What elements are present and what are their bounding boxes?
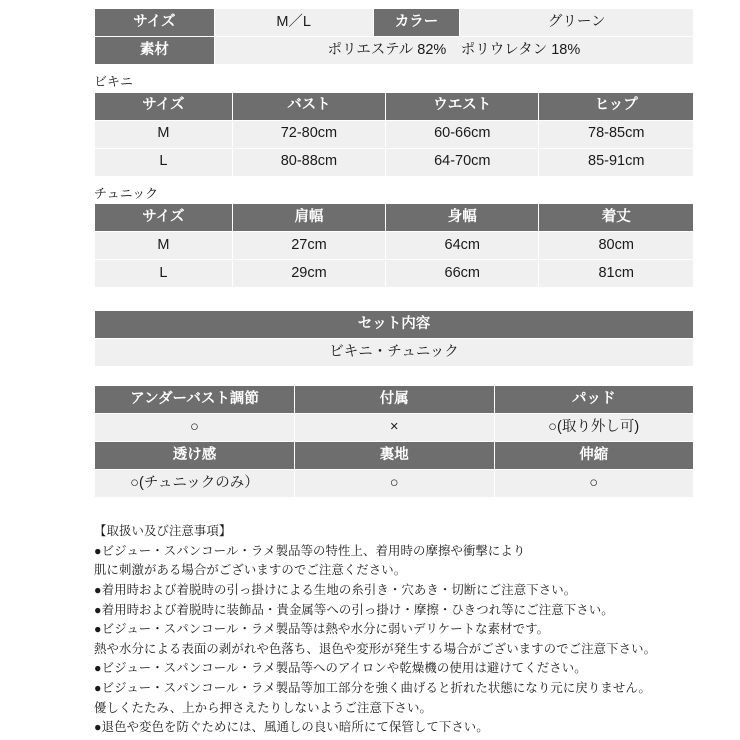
note-line: 肌に刺激がある場合がございますのでご注意ください。	[94, 563, 407, 578]
set-contents-value: ビキニ・チュニック	[95, 339, 694, 367]
table-row	[95, 148, 694, 176]
table-row	[95, 260, 694, 288]
note-line: 【取扱い及び注意事項】	[94, 524, 232, 539]
note-line: ●ビジュー・スパンコール・ラメ製品等の特性上、着用時の摩擦や衝撃により	[94, 543, 526, 558]
bikini-header-hip: ヒップ	[539, 92, 694, 120]
table-row	[95, 9, 694, 37]
table-row	[95, 37, 694, 65]
table-row	[95, 120, 694, 148]
tunic-size-table	[94, 203, 694, 288]
spec-table	[94, 8, 694, 65]
feature-header-underbust: アンダーバスト調節	[95, 386, 295, 414]
bikini-m-waist: 60-66cm	[386, 120, 539, 148]
bikini-header-waist: ウエスト	[386, 92, 539, 120]
care-notes	[94, 522, 694, 738]
note-line: ●着用時および着脱時の引っ掛けによる生地の糸引き・穴あき・切断にご注意下さい。	[94, 582, 577, 597]
feature-header-stretch: 伸縮	[494, 442, 693, 470]
tunic-header-width: 身幅	[386, 204, 539, 232]
bikini-size-table	[94, 92, 694, 177]
bikini-l-bust: 80-88cm	[232, 148, 385, 176]
tunic-m-shoulder: 27cm	[232, 232, 385, 260]
spec-color-header: カラー	[373, 9, 460, 37]
spec-size-header: サイズ	[95, 9, 215, 37]
table-row	[95, 386, 694, 414]
table-row	[95, 339, 694, 367]
feature-value-accessory: ×	[295, 414, 494, 442]
set-contents-header: セット内容	[95, 311, 694, 339]
note-line: 熱や水分による表面の剥がれや色落ち、退色や変形が発生する場合がございますのでご注意下さい。	[94, 641, 657, 656]
note-line: ●ビジュー・スパンコール・ラメ製品等加工部分を強く曲げると折れた状態になり元に戻りません。	[94, 680, 652, 695]
spec-material-value: ポリエステル 82% ポリウレタン 18%	[214, 37, 693, 65]
spec-color-value: グリーン	[460, 9, 694, 37]
tunic-l-length: 81cm	[539, 260, 694, 288]
bikini-m-hip: 78-85cm	[539, 120, 694, 148]
bikini-l-hip: 85-91cm	[539, 148, 694, 176]
table-row	[95, 470, 694, 498]
feature-value-sheerness: ○(チュニックのみ）	[95, 470, 295, 498]
tunic-header-shoulder: 肩幅	[232, 204, 385, 232]
tunic-header-size: サイズ	[95, 204, 233, 232]
feature-value-stretch: ○	[494, 470, 693, 498]
note-line: ●退色や変色を防ぐためには、風通しの良い暗所にて保管して下さい。	[94, 720, 489, 735]
note-line: ●ビジュー・スパンコール・ラメ製品等へのアイロンや乾燥機の使用は避けてください。	[94, 661, 587, 676]
tunic-m-size: M	[95, 232, 233, 260]
tunic-l-shoulder: 29cm	[232, 260, 385, 288]
spec-material-header: 素材	[95, 37, 215, 65]
bikini-m-size: M	[95, 120, 233, 148]
table-row	[95, 414, 694, 442]
spec-size-value: M／L	[214, 9, 373, 37]
set-contents-table	[94, 310, 694, 367]
bikini-header-size: サイズ	[95, 92, 233, 120]
feature-value-lining: ○	[295, 470, 494, 498]
tunic-l-size: L	[95, 260, 233, 288]
tunic-m-length: 80cm	[539, 232, 694, 260]
tunic-header-length: 着丈	[539, 204, 694, 232]
table-row	[95, 204, 694, 232]
feature-value-underbust: ○	[95, 414, 295, 442]
table-row	[95, 92, 694, 120]
feature-header-pad: パッド	[494, 386, 693, 414]
bikini-l-waist: 64-70cm	[386, 148, 539, 176]
table-row	[95, 311, 694, 339]
bikini-m-bust: 72-80cm	[232, 120, 385, 148]
table-row	[95, 232, 694, 260]
feature-header-accessory: 付属	[295, 386, 494, 414]
features-table	[94, 385, 694, 498]
note-line: 優しくたたみ、上から押さえたりしないようご注意下さい。	[94, 700, 432, 715]
feature-header-sheerness: 透け感	[95, 442, 295, 470]
note-line: ●着用時および着脱時に装飾品・貴金属等への引っ掛け・摩擦・ひきつれ等にご注意下さい。	[94, 602, 614, 617]
feature-header-lining: 裏地	[295, 442, 494, 470]
bikini-header-bust: バスト	[232, 92, 385, 120]
tunic-l-width: 66cm	[386, 260, 539, 288]
tunic-section-label: チュニック	[94, 185, 159, 201]
bikini-section-label: ビキニ	[94, 74, 134, 89]
table-row	[95, 442, 694, 470]
tunic-m-width: 64cm	[386, 232, 539, 260]
feature-value-pad: ○(取り外し可)	[494, 414, 693, 442]
note-line: ●ビジュー・スパンコール・ラメ製品等は熱や水分に弱いデリケートな素材です。	[94, 622, 550, 637]
bikini-l-size: L	[95, 148, 233, 176]
